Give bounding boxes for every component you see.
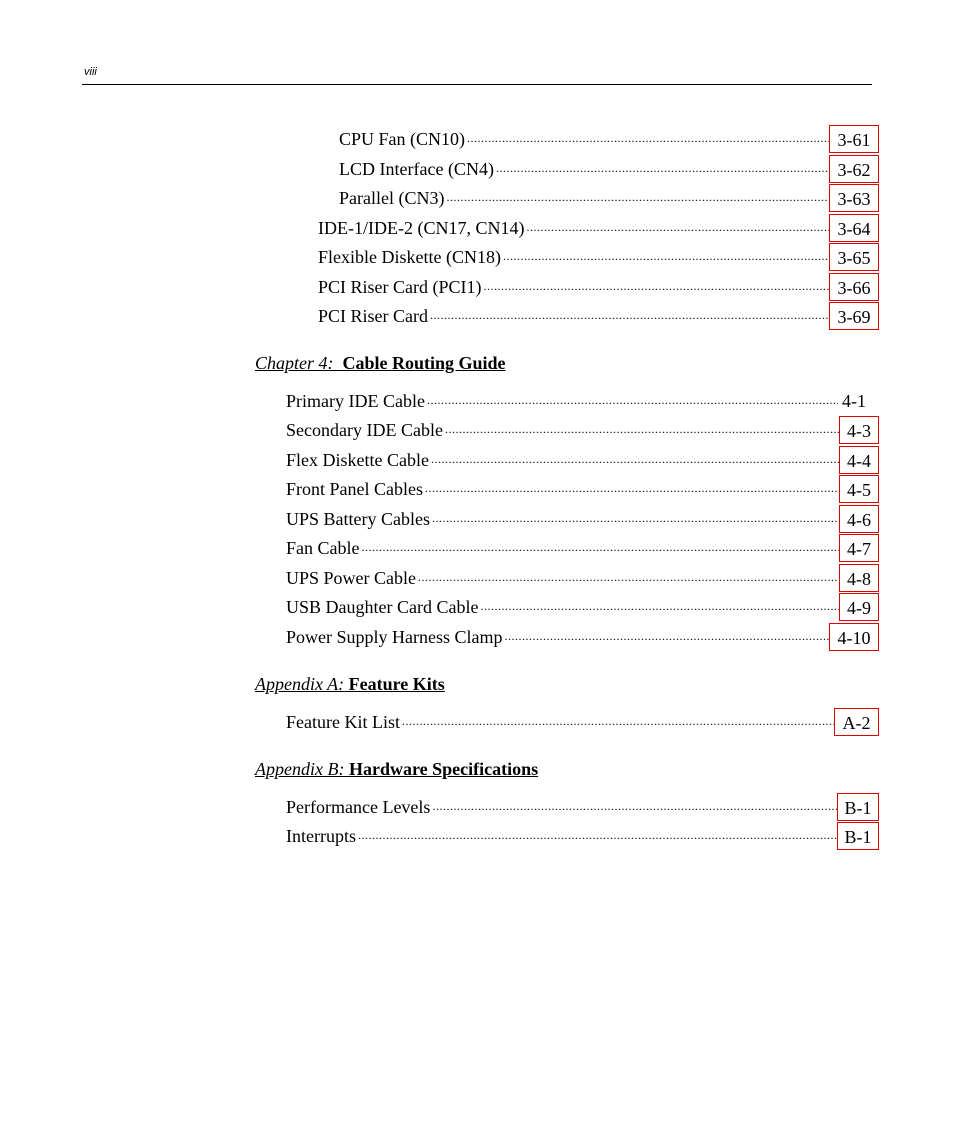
dot-leader	[358, 828, 837, 851]
toc-entry-performance-levels[interactable]	[286, 792, 879, 822]
toc-entry-ide[interactable]	[318, 213, 879, 243]
toc-entry-primary-ide[interactable]	[286, 386, 868, 416]
toc-entry-label: CPU Fan (CN10)	[339, 128, 466, 149]
page-link[interactable]: 3-65	[829, 243, 879, 271]
toc-entry-label: Flexible Diskette (CN18)	[318, 246, 501, 267]
toc-entry-usb-daughter[interactable]	[286, 592, 879, 622]
dot-leader	[504, 629, 829, 652]
dot-leader	[427, 393, 838, 416]
toc-entry-flexible-diskette[interactable]	[318, 242, 879, 272]
dot-leader	[418, 570, 839, 593]
dot-leader	[430, 308, 829, 331]
page-number: viii	[84, 66, 97, 78]
page-link[interactable]: B-1	[837, 822, 879, 850]
page-link[interactable]: 4-5	[839, 475, 879, 503]
toc-entry-label: PCI Riser Card (PCI1)	[318, 276, 482, 297]
toc-entry-power-supply-clamp[interactable]	[286, 622, 879, 652]
dot-leader	[446, 190, 829, 213]
dot-leader	[402, 714, 834, 737]
dot-leader	[480, 599, 839, 622]
dot-leader	[362, 540, 840, 563]
toc-entry-label: Power Supply Harness Clamp	[286, 626, 503, 647]
page-link[interactable]: 3-62	[829, 155, 879, 183]
toc-entry-pci-riser[interactable]	[318, 301, 879, 331]
toc-entry-label: UPS Battery Cables	[286, 508, 430, 529]
toc-entry-label: IDE-1/IDE-2 (CN17, CN14)	[318, 217, 525, 238]
page-link[interactable]: 4-9	[839, 593, 879, 621]
toc-entry-label: Parallel (CN3)	[339, 187, 445, 208]
toc-entry-front-panel[interactable]	[286, 474, 879, 504]
page-link[interactable]: 3-69	[829, 302, 879, 330]
toc-entry-label: Feature Kit List	[286, 711, 400, 732]
toc-entry-label: LCD Interface (CN4)	[339, 158, 494, 179]
heading-kind: Chapter 4:	[255, 353, 334, 373]
toc-entry-label: Flex Diskette Cable	[286, 449, 429, 470]
toc-entry-fan-cable[interactable]	[286, 533, 879, 563]
page-link[interactable]: 4-4	[839, 446, 879, 474]
heading-kind: Appendix A:	[255, 674, 345, 694]
toc-entry-label: Interrupts	[286, 825, 356, 846]
toc-entry-label: Primary IDE Cable	[286, 390, 425, 411]
dot-leader	[432, 511, 839, 534]
dot-leader	[445, 422, 839, 445]
page-number-text: 4-1	[842, 391, 866, 411]
page-link[interactable]: 4-7	[839, 534, 879, 562]
toc-entry-label: PCI Riser Card	[318, 305, 428, 326]
toc-entry-label: USB Daughter Card Cable	[286, 596, 479, 617]
dot-leader	[484, 279, 830, 302]
dot-leader	[496, 161, 829, 184]
chapter-4-heading	[255, 353, 506, 374]
page-link[interactable]: A-2	[834, 708, 879, 736]
dot-leader	[431, 452, 839, 475]
toc-entry-label: UPS Power Cable	[286, 567, 416, 588]
page-link[interactable]: 4-8	[839, 564, 879, 592]
heading-title: Cable Routing Guide	[342, 353, 506, 373]
toc-entry-pci-riser-pci1[interactable]	[318, 272, 879, 302]
appendix-a-heading	[255, 674, 445, 695]
heading-title: Feature Kits	[348, 674, 445, 694]
page-link[interactable]: 4-3	[839, 416, 879, 444]
heading-title: Hardware Specifications	[348, 759, 539, 779]
page-link[interactable]: B-1	[837, 793, 879, 821]
dot-leader	[425, 481, 839, 504]
toc-entry-flex-diskette[interactable]	[286, 445, 879, 475]
header-rule	[82, 84, 872, 85]
dot-leader	[503, 249, 829, 272]
heading-kind: Appendix B:	[255, 759, 345, 779]
toc-entry-label: Fan Cable	[286, 537, 360, 558]
page-link[interactable]: 3-63	[829, 184, 879, 212]
dot-leader	[432, 799, 837, 822]
toc-entry-label: Front Panel Cables	[286, 478, 423, 499]
toc-entry-ups-battery[interactable]	[286, 504, 879, 534]
page-link[interactable]: 3-64	[829, 214, 879, 242]
toc-entry-feature-kit-list[interactable]	[286, 707, 879, 737]
page-link[interactable]: 4-10	[829, 623, 879, 651]
page-link[interactable]: 4-6	[839, 505, 879, 533]
toc-entry-label: Performance Levels	[286, 796, 431, 817]
toc-entry-secondary-ide[interactable]	[286, 415, 879, 445]
toc-entry-interrupts[interactable]	[286, 821, 879, 851]
dot-leader	[526, 220, 829, 243]
appendix-b-heading	[255, 759, 538, 780]
toc-entry-cpu-fan[interactable]	[339, 124, 879, 154]
dot-leader	[467, 131, 829, 154]
toc-entry-ups-power[interactable]	[286, 563, 879, 593]
toc-entry-lcd-interface[interactable]	[339, 154, 879, 184]
toc-entry-parallel[interactable]	[339, 183, 879, 213]
page-link[interactable]: 3-66	[829, 273, 879, 301]
page-link[interactable]: 3-61	[829, 125, 879, 153]
toc-entry-label: Secondary IDE Cable	[286, 419, 443, 440]
